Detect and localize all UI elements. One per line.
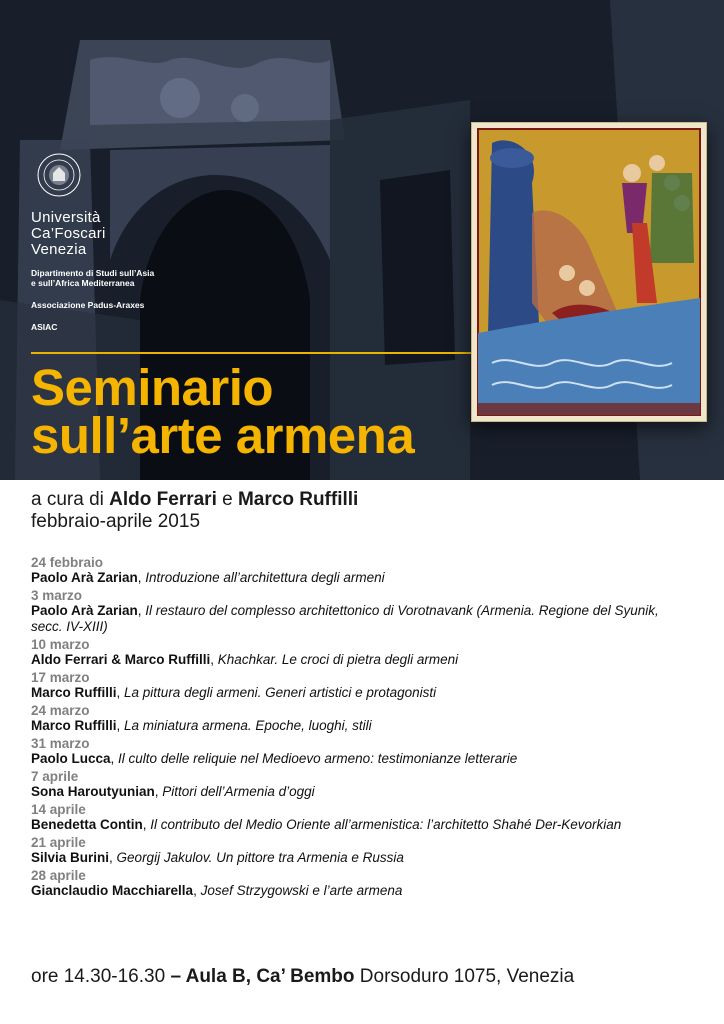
speaker-name: Aldo Ferrari & Marco Ruffilli (31, 652, 211, 667)
separator: , (137, 603, 146, 618)
speaker-name: Marco Ruffilli (31, 685, 117, 700)
seminar-period: febbraio-aprile 2015 (31, 511, 201, 532)
session-date: 10 marzo (31, 637, 90, 652)
separator: , (110, 751, 119, 766)
talk-topic: Introduzione all’architettura degli armeni (145, 570, 385, 585)
schedule-item (31, 703, 691, 734)
venue-name: – Aula B, Ca’ Bembo (170, 966, 355, 987)
separator: , (109, 850, 117, 865)
schedule-list (31, 555, 691, 901)
session-date: 28 aprile (31, 868, 86, 883)
talk-topic: Josef Strzygowski e l’arte armena (200, 883, 403, 898)
schedule-item (31, 736, 691, 767)
separator: , (116, 685, 125, 700)
department-name: Dipartimento di Studi sull’Asia e sull’Africa Mediterranea (31, 268, 155, 288)
schedule-item (31, 637, 691, 668)
schedule-item (31, 802, 691, 833)
university-name-line: Università (31, 209, 101, 226)
university-logo-block (31, 153, 161, 332)
session-date: 21 aprile (31, 835, 86, 850)
speaker-name: Paolo Arà Zarian (31, 603, 138, 618)
separator: , (137, 570, 146, 585)
talk-topic: Pittori dell’Armenia d’oggi (162, 784, 315, 799)
talk-topic: Georgij Jakulov. Un pittore tra Armenia e Russia (116, 850, 404, 865)
hero-banner (0, 0, 724, 480)
curator-name: Marco Ruffilli (237, 489, 359, 510)
separator: , (154, 784, 163, 799)
separator: , (193, 883, 201, 898)
speaker-name: Benedetta Contin (31, 817, 143, 832)
talk-topic: La miniatura armena. Epoche, luoghi, stili (124, 718, 372, 733)
page-title (31, 359, 415, 464)
curator-name: Aldo Ferrari (109, 489, 217, 510)
separator: , (116, 718, 125, 733)
speaker-name: Gianclaudio Macchiarella (31, 883, 194, 898)
session-date: 7 aprile (31, 769, 79, 784)
talk-topic: La pittura degli armeni. Generi artistici e protagonisti (124, 685, 437, 700)
session-date: 14 aprile (31, 802, 86, 817)
title-divider (31, 352, 471, 354)
schedule-item (31, 670, 691, 701)
session-date: 24 marzo (31, 703, 90, 718)
schedule-item (31, 868, 691, 899)
separator: , (210, 652, 218, 667)
speaker-name: Paolo Arà Zarian (31, 570, 138, 585)
talk-topic: Khachkar. Le croci di pietra degli armeni (217, 652, 459, 667)
venue-footer (31, 966, 574, 988)
schedule-item (31, 769, 691, 800)
schedule-item (31, 835, 691, 866)
session-date: 17 marzo (31, 670, 90, 685)
title-line: sull’arte armena (31, 407, 415, 464)
title-line: Seminario (31, 359, 274, 416)
armenian-miniature-painting (471, 122, 707, 422)
university-name-line: Venezia (31, 241, 87, 258)
talk-topic: Il culto delle reliquie nel Medioevo armeno: testimonianze letterarie (118, 751, 518, 766)
speaker-name: Sona Haroutyunian (31, 784, 155, 799)
curators-prefix: a cura di (31, 489, 110, 510)
session-date: 24 febbraio (31, 555, 104, 570)
speaker-name: Marco Ruffilli (31, 718, 117, 733)
association-name: Associazione Padus-Araxes (31, 300, 145, 310)
university-seal-icon (37, 153, 81, 197)
talk-topic: Il restauro del complesso architettonico di Vorotnavank (Armenia. Regione del Syunik, secc. IV-XIII) (31, 603, 659, 634)
university-name-line: Ca’Foscari (31, 225, 106, 242)
session-date: 3 marzo (31, 588, 83, 603)
talk-topic: Il contributo del Medio Oriente all’armenistica: l’architetto Shahé Der-Kevorkian (150, 817, 622, 832)
time-range: ore 14.30-16.30 (31, 966, 171, 987)
schedule-item (31, 588, 691, 635)
schedule-item (31, 555, 691, 586)
session-date: 31 marzo (31, 736, 90, 751)
curators-joiner: e (216, 489, 238, 510)
separator: , (142, 817, 151, 832)
speaker-name: Silvia Burini (31, 850, 110, 865)
speaker-name: Paolo Lucca (31, 751, 111, 766)
asiac-label: ASIAC (31, 322, 58, 332)
curators-line (31, 489, 358, 511)
venue-address: Dorsoduro 1075, Venezia (354, 966, 575, 987)
